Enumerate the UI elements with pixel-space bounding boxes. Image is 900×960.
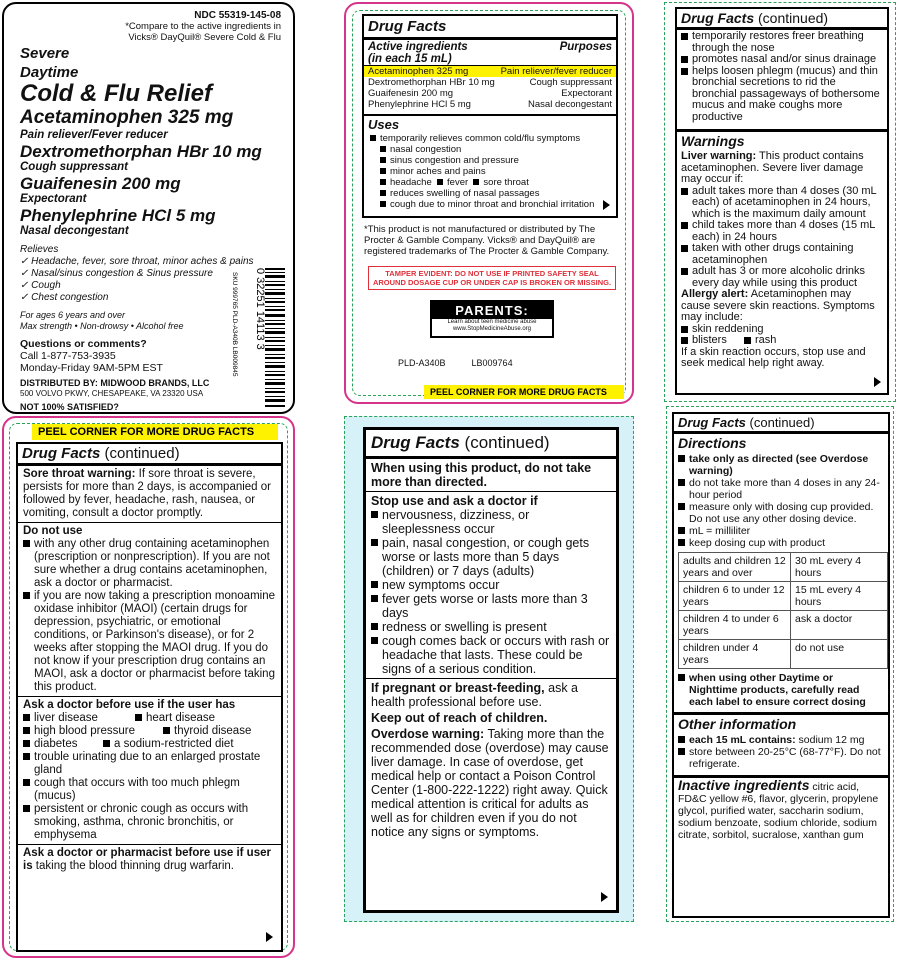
list-item: high blood pressure thyroid disease	[23, 725, 276, 738]
drug-facts-panel-5	[664, 404, 896, 924]
peel-corner-label[interactable]: PEEL CORNER FOR MORE DRUG FACTS	[32, 424, 278, 440]
list-item: do not take more than 4 doses in any 24-hour period	[678, 477, 884, 501]
drug-facts-title: Drug Facts	[364, 16, 616, 40]
relieves-item: ✓ Chest congestion	[20, 292, 109, 303]
ask-doctor	[18, 696, 281, 844]
parents-title: PARENTS:	[432, 302, 552, 319]
list-item: persistent or chronic cough as occurs with smoking, asthma, chronic bronchitis, or emphysema	[23, 803, 276, 842]
ingredient-3: Guaifenesin 200 mg	[20, 174, 181, 193]
per-dose-label: (in each 15 mL)	[364, 53, 616, 66]
list-item: liver disease heart disease	[23, 712, 276, 725]
list-item: new symptoms occur	[371, 578, 611, 592]
list-item: each 15 mL contains: sodium 12 mg	[678, 734, 884, 746]
list-item: taken with other drugs containing acetaminophen	[681, 243, 883, 266]
list-item: diabetes a sodium-restricted diet	[23, 738, 276, 751]
continue-arrow-icon	[874, 377, 881, 387]
ask-doctor-title: Ask a doctor before use if the user has	[23, 699, 236, 711]
skin-reaction-note: If a skin reaction occurs, stop use and seek medical help right away.	[681, 345, 866, 369]
ingredient-2-purpose: Cough suppressant	[20, 161, 128, 173]
drug-facts-box	[362, 14, 618, 218]
return-policy	[20, 413, 200, 414]
drug-facts-panel-1	[344, 2, 634, 404]
use-item: reduces swelling of nasal passages	[370, 188, 610, 199]
relieves-item: ✓ Headache, fever, sore throat, minor aches & pains	[20, 256, 254, 267]
drug-facts-box	[16, 442, 283, 952]
drug-facts-box	[675, 7, 889, 395]
drug-facts-panel-2	[664, 2, 896, 402]
list-item: cough comes back or occurs with rash or headache that lasts. These could be signs of a serious condition.	[371, 634, 611, 676]
warnings-title: Warnings	[677, 129, 887, 150]
dosage-table	[678, 552, 888, 669]
drug-facts-panel-3	[2, 416, 295, 958]
tamper-warning: TAMPER EVIDENT: DO NOT USE IF PRINTED SAFETY SEAL AROUND DOSAGE CUP OR UNDER CAP IS BROKEN OR MISSING.	[368, 266, 616, 290]
uses-intro: temporarily relieves common cold/flu symptoms	[370, 133, 610, 144]
continued-title: Drug Facts (continued)	[371, 433, 550, 452]
list-item: temporarily restores freer breathing through the nose	[681, 31, 883, 54]
ingredient-2: Dextromethorphan HBr 10 mg	[20, 142, 262, 161]
list-item: keep dosing cup with product	[678, 537, 884, 549]
ingredient-4-purpose: Nasal decongestant	[20, 225, 129, 237]
bullet-icon	[370, 135, 376, 141]
phone-number: Call 1-877-753-3935	[20, 350, 116, 362]
stop-use	[366, 491, 616, 678]
continue-arrow-icon	[603, 200, 610, 210]
other-info-list	[674, 733, 888, 771]
ingredient-row: Guaifenesin 200 mg Expectorant	[368, 88, 612, 99]
list-item: promotes nasal and/or sinus drainage	[681, 54, 883, 66]
features: Max strength • Non-drowsy • Alcohol free	[20, 321, 184, 331]
use-item: cough due to minor throat and bronchial irritation	[370, 199, 610, 210]
sku-codes: SKU 999765 PLD-A340B LB009845	[231, 272, 238, 377]
product-name: Cold & Flu Relief	[20, 80, 212, 107]
ingredient-row: Dextromethorphan HBr 10 mg Cough suppressant	[368, 77, 612, 88]
ndc-number: NDC 55319-145-08	[194, 10, 281, 21]
questions-title: Questions or comments?	[20, 338, 147, 350]
list-item: adult takes more than 4 doses (30 mL each) of acetaminophen in 24 hours, which is the maximum daily amount	[681, 186, 883, 221]
use-item: minor aches and pains	[370, 166, 610, 177]
list-item: cough that occurs with too much phlegm (mucus)	[23, 777, 276, 803]
use-item: headache fever sore throat	[370, 177, 610, 188]
keep-out-reach: Keep out of reach of children.	[371, 711, 548, 725]
ingredient-3-purpose: Expectorant	[20, 193, 87, 205]
brand-line-1: Severe	[20, 45, 70, 62]
relieves-item: ✓ Cough	[20, 280, 61, 291]
trademark-note: *This product is not manufactured or distributed by The Procter & Gamble Company. Vicks® and DayQuil® are registered trademarks of The Procter & Gamble Company.	[364, 224, 610, 257]
list-item: trouble urinating due to an enlarged prostate gland	[23, 751, 276, 777]
list-item: take only as directed (see Overdose warning)	[678, 453, 884, 477]
inactive-ingredients	[674, 775, 888, 842]
inactive-list: citric acid, FD&C yellow #6, flavor, glycerin, propylene glycol, purified water, saccharin sodium, sodium benzoate, sodium chloride, sodium citrate, sorbitol, sucralose, xanthan gum	[678, 781, 879, 841]
list-item: nervousness, dizziness, or sleeplessness occur	[371, 508, 611, 536]
uses-list	[364, 133, 616, 210]
barcode-number: 0 32251 14113 3	[254, 268, 266, 350]
stop-use-title: Stop use and ask a doctor if	[371, 494, 538, 508]
list-item: with any other drug containing acetaminophen (prescription or nonprescription). If you are not sure whether a drug contains acetaminophen, ask a doctor or pharmacist.	[23, 538, 276, 590]
distributor: DISTRIBUTED BY: MIDWOOD BRANDS, LLC	[20, 378, 210, 388]
allergy-alert: Allergy alert: Acetaminophen may cause severe skin reactions. Symptoms may include:	[681, 288, 875, 323]
continued-title: Drug Facts (continued)	[22, 445, 180, 462]
table-row: children 4 to under 6 years ask a doctor	[679, 611, 888, 640]
do-not-use-title: Do not use	[23, 525, 83, 537]
label-codes	[398, 358, 513, 368]
use-item: nasal congestion	[370, 144, 610, 155]
when-using: When using this product, do not take more than directed.	[366, 456, 616, 491]
list-item: redness or swelling is present	[371, 620, 611, 634]
list-item: skin reddening	[681, 324, 883, 336]
front-label-panel	[2, 2, 295, 414]
overdose-warning: Overdose warning: Taking more than the recommended dose (overdose) may cause liver damage. In case of overdose, get medical help or contact a Poison Control Center (1-800-222-1222) right away. Quick medical attention is critical for adults as well as for children even if you do not notice any signs or symptoms.	[371, 727, 609, 839]
ingredient-row: Phenylephrine HCl 5 mg Nasal decongestant	[368, 99, 612, 110]
table-row: children 6 to under 12 years 15 mL every 4 hours	[679, 582, 888, 611]
directions-title: Directions	[674, 431, 888, 452]
list-item: child takes more than 4 doses (15 mL each) in 24 hours	[681, 220, 883, 243]
continue-arrow-icon	[266, 932, 273, 942]
use-item: sinus congestion and pressure	[370, 155, 610, 166]
uses-title: Uses	[364, 114, 616, 133]
active-header	[364, 40, 616, 53]
purposes-label: Purposes	[559, 41, 612, 53]
pregnancy-warning: If pregnant or breast-feeding, ask a health professional before use.	[366, 678, 616, 711]
sore-throat-warning: Sore throat warning: If sore throat is severe, persists for more than 2 days, is accompanied or followed by fever, headache, rash, nausea, or vomiting, consult a doctor promptly.	[18, 463, 281, 522]
hours: Monday-Friday 9AM-5PM EST	[20, 362, 163, 374]
list-item: fever gets worse or lasts more than 3 days	[371, 592, 611, 620]
inactive-title: Inactive ingredients	[678, 777, 810, 793]
relieves-title: Relieves	[20, 244, 59, 255]
directions-list	[674, 452, 888, 550]
age-note: For ages 6 years and over	[20, 310, 126, 320]
ask-pharmacist: Ask a doctor or pharmacist before use if user is taking the blood thinning drug warfarin.	[18, 844, 281, 875]
list-item: blisters rash	[681, 335, 883, 347]
code-2: LB009764	[471, 358, 513, 368]
relieves-item: ✓ Nasal/sinus congestion & Sinus pressure	[20, 268, 213, 279]
list-item: helps loosen phlegm (mucus) and thin bronchial secretions to rid the bronchial passageways of bothersome mucus and make coughs more productive	[681, 66, 883, 124]
other-info-title: Other information	[674, 712, 888, 733]
continued-title: Drug Facts (continued)	[678, 415, 815, 430]
parents-url: www.StopMedicineAbuse.org	[452, 326, 532, 332]
list-item: adult has 3 or more alcoholic drinks every day while using this product	[681, 266, 883, 289]
do-not-use	[18, 522, 281, 696]
table-row: children under 4 years do not use	[679, 640, 888, 669]
parents-subtitle: Learn about teen medicine abuse	[447, 319, 537, 325]
ingredient-row: Acetaminophen 325 mg Pain reliever/fever reducer	[364, 66, 616, 77]
drug-facts-panel-4	[344, 416, 634, 922]
code-1: PLD-A340B	[398, 358, 446, 368]
continued-title: Drug Facts (continued)	[681, 10, 829, 26]
brand-line-2: Daytime	[20, 64, 79, 81]
satisfaction-title: NOT 100% SATISFIED?	[20, 402, 119, 412]
list-item: store between 20-25°C (68-77°F). Do not refrigerate.	[678, 746, 884, 770]
barcode	[227, 262, 287, 412]
address: 500 VOLVO PKWY, CHESAPEAKE, VA 23320 USA	[20, 389, 204, 398]
ingredient-1: Acetaminophen 325 mg	[20, 107, 234, 128]
list-item: if you are now taking a prescription monoamine oxidase inhibitor (MAOI) (certain drugs for depression, psychiatric, or emotional conditions, or Parkinson's disease), or for 2 weeks after stopping the MAOI drug. If you do not know if your prescription drug contains an MAOI, ask a doctor or pharmacist before taking this product.	[23, 590, 276, 694]
table-row: adults and children 12 years and over 30 mL every 4 hours	[679, 553, 888, 582]
ingredient-1-purpose: Pain reliever/Fever reducer	[20, 129, 168, 141]
list-item: pain, nasal congestion, or cough gets worse or lasts more than 5 days (children) or 7 days (adults)	[371, 536, 611, 578]
compare-note: *Compare to the active ingredients in Vicks® DayQuil® Severe Cold & Flu	[125, 21, 281, 43]
drug-facts-box	[363, 427, 619, 913]
active-ingredients-label: Active ingredients	[368, 41, 468, 53]
continue-arrow-icon	[601, 892, 608, 902]
list-item: measure only with dosing cup provided. Do not use any other dosing device.	[678, 501, 884, 525]
uses-continued	[677, 27, 887, 124]
parents-logo	[430, 300, 554, 338]
liver-warning: Liver warning: This product contains acetaminophen. Severe liver damage may occur if: adult takes more than 4 doses (30 mL each) of acetaminophen in 24 hours, which is the maximum daily amount child takes more than 4 doses (15 mL each) in 24 hours taken with other drugs containing acetaminophen adult has 3 or more alcoholic drinks every day while using this product Allergy alert: Acetaminophen may cause severe skin reactions. Symptoms may include: skin reddening blisters rash If a skin reaction occurs, stop use and seek medical help right away.	[677, 150, 887, 371]
ndc-block	[20, 10, 281, 43]
ingredient-4: Phenylephrine HCl 5 mg	[20, 206, 216, 225]
other-products-note: when using other Daytime or Nighttime products, carefully read each label to ensure correct dosing	[674, 671, 888, 709]
drug-facts-box	[672, 412, 890, 918]
peel-corner-label[interactable]: PEEL CORNER FOR MORE DRUG FACTS	[424, 385, 624, 399]
list-item: mL = milliliter	[678, 525, 884, 537]
